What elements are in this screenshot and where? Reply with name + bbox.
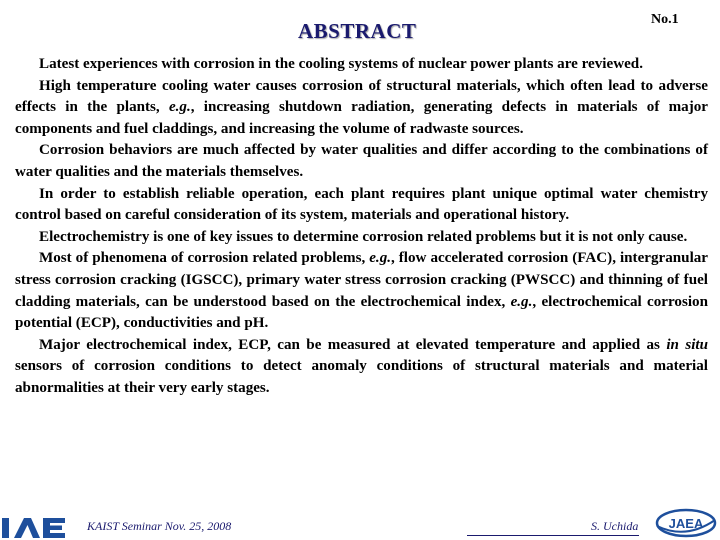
footer-seminar: KAIST Seminar Nov. 25, 2008 <box>87 519 232 533</box>
abstract-body <box>15 54 708 400</box>
text-run: Most of phenomena of corrosion related problems, <box>39 250 370 267</box>
abstract-paragraph <box>15 140 708 183</box>
abstract-paragraph <box>15 54 708 76</box>
italic-term: e.g. <box>168 99 191 116</box>
text-run: Electrochemistry is one of key issues to determine corrosion related problems but it is not only cause. <box>39 228 688 245</box>
text-run: , increasing shutdown radiation, generating defects in materials of major components and fuel claddings, and increasing the volume of radwaste sources. <box>15 99 708 137</box>
abstract-paragraph <box>15 76 708 141</box>
text-run: Major electrochemical index, ECP, can be measured at elevated temperature and applied as <box>39 336 667 353</box>
jaea-logo <box>652 508 718 538</box>
text-run: High temperature cooling water causes corrosion of structural materials, which often lead to adverse effects in the plants, <box>15 77 708 116</box>
abstract-paragraph <box>15 335 708 400</box>
text-run: Corrosion behaviors are much affected by water qualities and differ according to the combinations of water qualities and the materials themselves. <box>15 142 708 180</box>
iae-logo-text: IAE <box>0 512 2 513</box>
footer-divider <box>467 535 639 536</box>
text-run: sensors of corrosion conditions to detect anomaly conditions of structural materials and material abnormalities at their very early stages. <box>15 358 708 396</box>
italic-term: e.g. <box>369 250 392 267</box>
jaea-logo-text: JAEA <box>668 516 704 531</box>
slide-number: No.1 <box>651 12 679 27</box>
abstract-paragraph <box>15 184 708 227</box>
italic-term: e.g. <box>510 293 533 310</box>
text-run: In order to establish reliable operation, each plant requires plant unique optimal water chemistry control based on careful consideration of its system, materials and operational history. <box>15 185 708 224</box>
text-run: Latest experiences with corrosion in the cooling systems of nuclear power plants are reviewed. <box>39 56 643 72</box>
footer-author: S. Uchida <box>591 519 639 533</box>
iae-logo <box>0 512 70 540</box>
italic-term: in situ <box>666 336 708 353</box>
text-run: , electrochemical corrosion potential (ECP), conductivities and pH. <box>15 293 708 332</box>
abstract-paragraph <box>15 248 708 334</box>
text-run: , flow accelerated corrosion (FAC), intergranular stress corrosion cracking (IGSCC), primary water stress corrosion cracking (PWSCC) and thinning of fuel cladding materials, can be understood based on the electrochemical index, <box>15 250 709 310</box>
abstract-paragraph <box>15 227 708 249</box>
page-title: ABSTRACT <box>298 19 417 43</box>
